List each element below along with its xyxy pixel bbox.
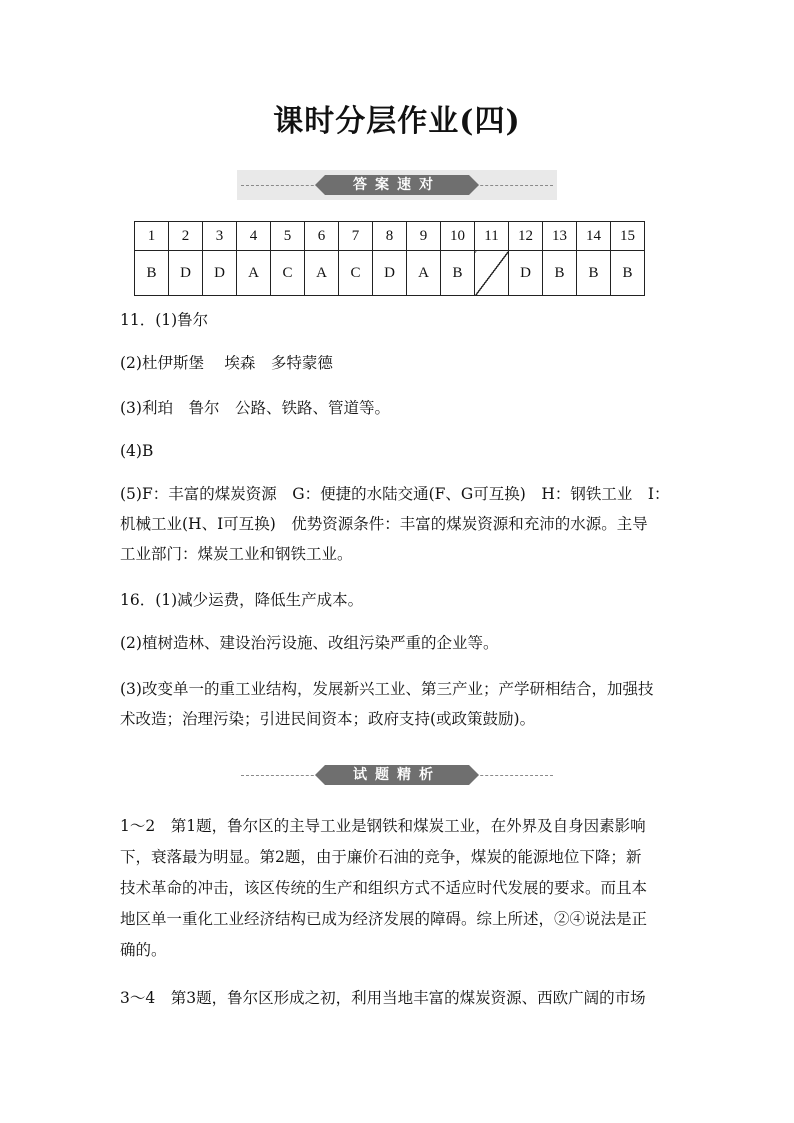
answer-cell: B bbox=[135, 251, 169, 296]
answer-cell: B bbox=[441, 251, 475, 296]
answer-cell: D bbox=[203, 251, 237, 296]
question-number: 10 bbox=[441, 222, 475, 251]
answers-banner-label: 答案速对 bbox=[325, 175, 469, 195]
analysis-line: 技术革命的冲击，该区传统的生产和组织方式不适应时代发展的要求。而且本 bbox=[120, 879, 648, 897]
answer-cell: D bbox=[509, 251, 543, 296]
question-number: 8 bbox=[373, 222, 407, 251]
answer-11-2: (2)杜伊斯堡 埃森 多特蒙德 bbox=[120, 354, 333, 372]
answer-cell: B bbox=[611, 251, 645, 296]
answer-cell: B bbox=[577, 251, 611, 296]
answer-cell-blank-diagonal bbox=[475, 251, 509, 296]
answer-cell: A bbox=[407, 251, 441, 296]
question-number: 9 bbox=[407, 222, 441, 251]
answer-cell: A bbox=[237, 251, 271, 296]
question-number: 11 bbox=[475, 222, 509, 251]
question-number: 3 bbox=[203, 222, 237, 251]
answer-table-answer-row bbox=[135, 251, 645, 296]
answer-16-1: 16．(1)减少运费，降低生产成本。 bbox=[120, 591, 364, 609]
answer-cell: A bbox=[305, 251, 339, 296]
question-number: 2 bbox=[169, 222, 203, 251]
answer-11-5-line: (5)F：丰富的煤炭资源 G：便捷的水陆交通(F、G可互换) H：钢铁工业 I： bbox=[120, 485, 670, 503]
question-number: 15 bbox=[611, 222, 645, 251]
analysis-line: 下，衰落最为明显。第2题，由于廉价石油的竞争，煤炭的能源地位下降；新 bbox=[120, 848, 642, 866]
question-number: 4 bbox=[237, 222, 271, 251]
answer-cell: B bbox=[543, 251, 577, 296]
question-number: 1 bbox=[135, 222, 169, 251]
analysis-section-banner bbox=[237, 760, 557, 790]
answer-11-5-line: 机械工业(H、I可互换) 优势资源条件：丰富的煤炭资源和充沛的水源。主导 bbox=[120, 515, 648, 533]
analysis-line: 3～4 第3题，鲁尔区形成之初，利用当地丰富的煤炭资源、西欧广阔的市场 bbox=[120, 989, 646, 1007]
answer-table bbox=[134, 221, 645, 296]
answers-section-banner bbox=[237, 170, 557, 200]
page-title: 课时分层作业(四) bbox=[273, 104, 521, 139]
answer-11-5-line: 工业部门：煤炭工业和钢铁工业。 bbox=[120, 545, 353, 563]
answer-cell: D bbox=[373, 251, 407, 296]
answer-16-3-line: 术改造；治理污染；引进民间资本；政府支持(或政策鼓励)。 bbox=[120, 710, 536, 728]
analysis-banner-label: 试题精析 bbox=[325, 765, 469, 785]
answer-16-3-line: (3)改变单一的重工业结构，发展新兴工业、第三产业；产学研相结合，加强技 bbox=[120, 680, 654, 698]
question-number: 14 bbox=[577, 222, 611, 251]
question-number: 5 bbox=[271, 222, 305, 251]
question-number: 7 bbox=[339, 222, 373, 251]
answer-16-2: (2)植树造林、建设治污设施、改组污染严重的企业等。 bbox=[120, 634, 499, 652]
analysis-line: 1～2 第1题，鲁尔区的主导工业是钢铁和煤炭工业，在外界及自身因素影响 bbox=[120, 817, 646, 835]
answer-cell: C bbox=[271, 251, 305, 296]
question-number: 6 bbox=[305, 222, 339, 251]
question-number: 13 bbox=[543, 222, 577, 251]
analysis-line: 确的。 bbox=[120, 941, 167, 959]
answer-11-4: (4)B bbox=[120, 442, 154, 460]
analysis-line: 地区单一重化工业经济结构已成为经济发展的障碍。综上所述，②④说法是正 bbox=[120, 910, 648, 928]
answer-table-number-row bbox=[135, 222, 645, 251]
question-number: 12 bbox=[509, 222, 543, 251]
answer-11-1: 11．(1)鲁尔 bbox=[120, 311, 209, 329]
answer-cell: C bbox=[339, 251, 373, 296]
answer-cell: D bbox=[169, 251, 203, 296]
answer-11-3: (3)利珀 鲁尔 公路、铁路、管道等。 bbox=[120, 399, 390, 417]
